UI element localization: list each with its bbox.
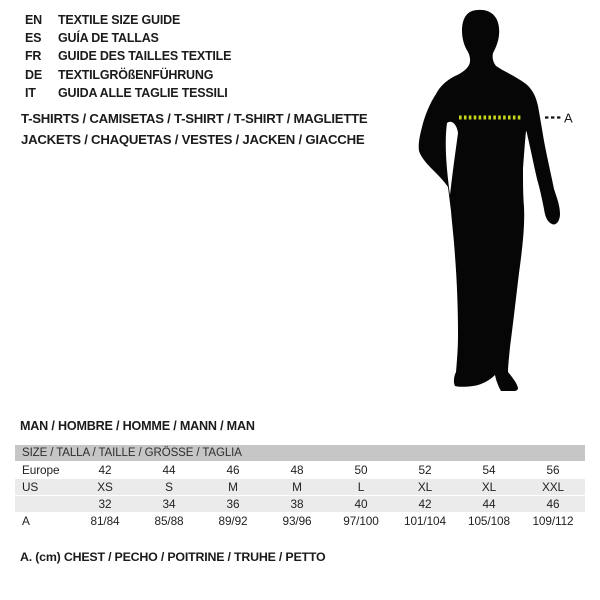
man-silhouette-svg bbox=[400, 5, 575, 400]
table-cell: XL bbox=[417, 480, 433, 494]
table-cell: 93/96 bbox=[282, 514, 312, 528]
table-cell: L bbox=[357, 480, 365, 494]
table-cell: 44 bbox=[162, 463, 176, 477]
table-cell: 89/92 bbox=[218, 514, 248, 528]
language-code: IT bbox=[25, 85, 36, 100]
category-line-jackets: JACKETS / CHAQUETAS / VESTES / JACKEN / GIACCHE bbox=[21, 131, 365, 147]
language-code: EN bbox=[25, 13, 42, 28]
language-row-it bbox=[25, 84, 231, 102]
language-code: DE bbox=[25, 67, 42, 82]
table-row-us bbox=[15, 478, 585, 495]
table-row-chest-a bbox=[15, 512, 585, 529]
size-table bbox=[15, 445, 585, 529]
size-table-header: SIZE / TALLA / TAILLE / GRÖSSE / TAGLIA bbox=[15, 445, 585, 461]
guide-title: TEXTILGRÖßENFÜHRUNG bbox=[58, 67, 214, 82]
guide-title: TEXTILE SIZE GUIDE bbox=[58, 13, 181, 28]
table-cell: 81/84 bbox=[90, 514, 120, 528]
table-cell: 52 bbox=[418, 463, 432, 477]
guide-title: GUÍA DE TALLAS bbox=[58, 31, 159, 46]
product-categories bbox=[21, 109, 367, 150]
table-row-numeric bbox=[15, 495, 585, 512]
table-cell: M bbox=[228, 480, 238, 494]
table-cell: XS bbox=[97, 480, 113, 494]
language-row-fr bbox=[25, 47, 231, 65]
guide-title: GUIDE DES TAILLES TEXTILE bbox=[58, 49, 232, 64]
table-cell: 42 bbox=[98, 463, 112, 477]
man-silhouette-figure bbox=[400, 5, 575, 400]
table-cell: 46 bbox=[226, 463, 240, 477]
table-cell: 46 bbox=[546, 497, 560, 511]
table-cell: 54 bbox=[482, 463, 496, 477]
table-cell: 44 bbox=[482, 497, 496, 511]
table-cell: 97/100 bbox=[343, 514, 379, 528]
gender-label: MAN / HOMBRE / HOMME / MANN / MAN bbox=[20, 419, 255, 433]
language-code: ES bbox=[25, 31, 42, 46]
table-cell: XL bbox=[481, 480, 497, 494]
measurement-footnote: A. (cm) CHEST / PECHO / POITRINE / TRUHE / PETTO bbox=[20, 550, 326, 564]
table-cell: 101/104 bbox=[404, 514, 446, 528]
table-cell: 36 bbox=[226, 497, 240, 511]
language-row-es bbox=[25, 29, 231, 47]
row-label-europe: Europe bbox=[22, 463, 60, 477]
table-cell: 56 bbox=[546, 463, 560, 477]
table-cell: 85/88 bbox=[154, 514, 184, 528]
table-cell: 38 bbox=[290, 497, 304, 511]
table-cell: S bbox=[165, 480, 173, 494]
category-line-tshirts: T-SHIRTS / CAMISETAS / T-SHIRT / T-SHIRT / MAGLIETTE bbox=[21, 111, 368, 126]
language-row-en bbox=[25, 11, 231, 29]
table-cell: 109/112 bbox=[532, 514, 574, 528]
language-code: FR bbox=[25, 49, 42, 64]
language-title-list bbox=[25, 11, 231, 102]
table-cell: 40 bbox=[354, 497, 368, 511]
man-silhouette-shape bbox=[419, 10, 560, 391]
table-cell: 42 bbox=[418, 497, 432, 511]
measure-label-a: A bbox=[564, 110, 573, 126]
table-cell: 50 bbox=[354, 463, 368, 477]
table-cell: 48 bbox=[290, 463, 304, 477]
table-cell: XXL bbox=[542, 480, 564, 494]
row-label-us: US bbox=[22, 480, 39, 494]
table-cell: 32 bbox=[98, 497, 112, 511]
guide-title: GUIDA ALLE TAGLIE TESSILI bbox=[58, 85, 228, 100]
table-cell: 105/108 bbox=[468, 514, 510, 528]
table-cell: M bbox=[292, 480, 302, 494]
language-row-de bbox=[25, 66, 231, 84]
table-cell: 34 bbox=[162, 497, 176, 511]
row-label-a: A bbox=[22, 514, 30, 528]
table-row-europe bbox=[15, 461, 585, 478]
